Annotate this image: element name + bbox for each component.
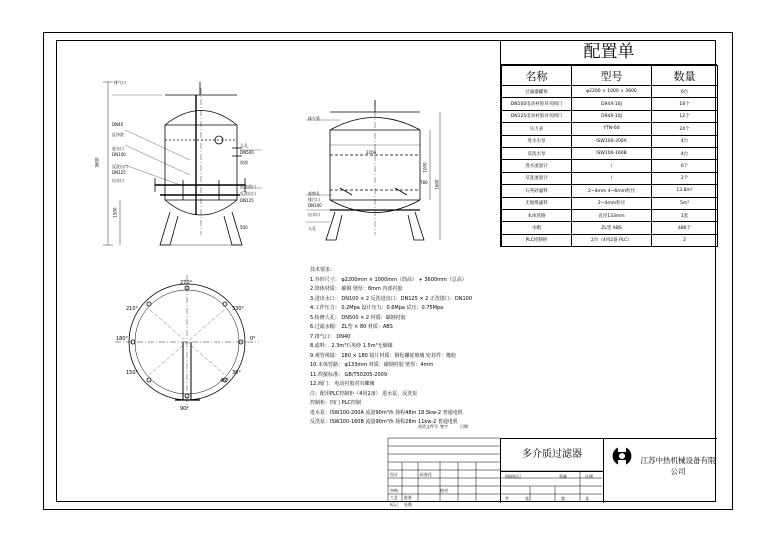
rev-label: 设计 bbox=[390, 472, 398, 477]
notes-line: 注：配用PLC控制柜（4用2备） 进水泵，反洗泵 bbox=[310, 390, 418, 397]
table-row bbox=[502, 172, 718, 184]
bom-cell: 2 bbox=[652, 234, 718, 246]
bom-header-qty: 数量 bbox=[652, 66, 718, 86]
bom-cell: D94X-10J bbox=[572, 110, 652, 122]
bom-cell: 480个 bbox=[652, 222, 718, 234]
title-block-fields bbox=[501, 472, 604, 503]
bom-cell: 4台 bbox=[652, 147, 718, 159]
dim-leg-height: 1500 bbox=[112, 207, 118, 218]
bom-cell: ISW100-200A bbox=[572, 135, 652, 147]
bom-cell: 1套 bbox=[652, 209, 718, 221]
bom-cell: ISW100-160B bbox=[572, 147, 652, 159]
notes-line: 2.筒体材质： 碳钢 壁厚：8mm 内部衬胶 bbox=[310, 286, 403, 292]
label-outlet: 出水口 bbox=[112, 178, 124, 183]
angle-90: 90° bbox=[180, 406, 189, 412]
rev-label: 标记 bbox=[390, 502, 398, 507]
label-backwash: 反冲洗 bbox=[112, 132, 124, 137]
label-inlet-size: DN100 bbox=[112, 152, 126, 157]
tb-label: 重量 bbox=[559, 474, 567, 479]
rev-label: 标准化 bbox=[420, 472, 432, 477]
tb-label: 第 bbox=[561, 496, 565, 501]
table-row bbox=[502, 98, 718, 110]
bom-header-name: 名称 bbox=[502, 66, 572, 86]
notes-line: 12.阀门： 电动衬胶对夹蝶阀 bbox=[310, 381, 375, 387]
bom-cell: YTN-60 bbox=[572, 123, 652, 135]
table-row bbox=[502, 222, 718, 234]
bom-cell: 4台 bbox=[652, 135, 718, 147]
plan-view bbox=[115, 275, 259, 410]
drawing-name: 多介质过滤器 bbox=[501, 439, 604, 472]
notes-line: 控制柜：四门 PLC控制 bbox=[310, 400, 361, 406]
notes-line: 1.外形尺寸： φ2200mm × 1000mm（筒高） + 3600mm（总高） bbox=[310, 276, 467, 283]
label-vent: 排气口 bbox=[114, 80, 126, 85]
company-block bbox=[604, 439, 717, 503]
dim-side-780: 780 bbox=[420, 180, 428, 185]
angle-45: 45° bbox=[220, 378, 229, 384]
table-row bbox=[502, 185, 718, 197]
rev-label: 签字 bbox=[440, 424, 448, 429]
notes-line: 4.工作压力： 0.2Mpa 设计压力：0.6Mpa 试压：0.75Mpa bbox=[310, 305, 444, 311]
table-row bbox=[502, 86, 718, 98]
notes-line: 反洗泵：ISW100-160B 流量90m³/h 扬程28m 11kw-2 普通电机 bbox=[310, 419, 458, 425]
company-name: 江苏中热机械设备有限公司 bbox=[640, 456, 716, 476]
label-side-outlet: 出水口 bbox=[308, 212, 320, 217]
bom-cell: 进水水泵 bbox=[502, 135, 572, 147]
bom-cell: DN100电动衬胶对夹阀门 bbox=[502, 98, 572, 110]
rev-label: 更改文件号 bbox=[418, 424, 438, 429]
angle-210: 210° bbox=[126, 306, 139, 312]
bom-cell: 反洗水泵 bbox=[502, 147, 572, 159]
rev-label: 处数 bbox=[404, 502, 412, 507]
bom-cell: 2~4mm粒径 bbox=[572, 197, 652, 209]
table-row bbox=[502, 234, 718, 246]
rev-label: 校对 bbox=[440, 488, 448, 493]
notes-line: 5.检修人孔： DN500 × 2 材质：碳钢衬胶 bbox=[310, 314, 406, 321]
notes-line: 进水泵：ISW100-200A 流量90m³/h 扬程48m 18.5kw-2 普通电机 bbox=[310, 409, 463, 416]
rev-label: 审核 bbox=[390, 488, 398, 493]
tb-label: 张 bbox=[525, 496, 529, 501]
bom-cell: 13.8m³ bbox=[652, 185, 718, 197]
table-row bbox=[502, 197, 718, 209]
bom-cell: DN125电动衬胶对夹阀门 bbox=[502, 110, 572, 122]
rev-label: 批准 bbox=[404, 495, 412, 500]
bom-cell: 2台（4用2备 PLC） bbox=[572, 234, 652, 246]
bom-cell: / bbox=[572, 160, 652, 172]
technical-requirements bbox=[310, 266, 510, 428]
revision-block bbox=[388, 424, 500, 507]
bom-cell: 本体管路 bbox=[502, 209, 572, 221]
table-row bbox=[502, 123, 718, 135]
bom-cell: 无烟煤滤料 bbox=[502, 197, 572, 209]
rev-label: 日期 bbox=[460, 424, 468, 429]
label-manhole-size: DN500 bbox=[240, 150, 254, 155]
notes-line: 7.排气口： DN40 bbox=[310, 333, 351, 340]
notes-line: 技术要求： bbox=[310, 267, 336, 273]
tb-label: 比例 bbox=[585, 474, 593, 479]
rev-label: 工艺 bbox=[390, 495, 398, 500]
bom-cell: 水帽 bbox=[502, 222, 572, 234]
bom-cell: ZL型 ABS bbox=[572, 222, 652, 234]
dim-total-height: 3600 bbox=[94, 157, 100, 168]
table-row bbox=[502, 147, 718, 159]
label-backwash-out-size: DN125 bbox=[112, 170, 126, 175]
notes-line: 11.焊接标准： GB/T50205-2009 bbox=[310, 371, 388, 378]
bom-cell: 24个 bbox=[652, 123, 718, 135]
dim-shell-height: 1000 bbox=[422, 162, 428, 173]
table-row bbox=[502, 110, 718, 122]
label-side-sight: 观察孔 bbox=[308, 191, 320, 196]
angle-270: 270° bbox=[180, 280, 193, 286]
tb-label: 张 bbox=[585, 496, 589, 501]
label-backwash-exit: 反洗出口 bbox=[240, 191, 256, 196]
bom-cell: 18个 bbox=[652, 98, 718, 110]
bom-table-panel bbox=[500, 40, 717, 247]
bom-cell: 6台 bbox=[652, 86, 718, 98]
label-manhole: 人孔 bbox=[240, 143, 248, 148]
bom-header-row bbox=[502, 66, 718, 86]
bom-header-model: 型号 bbox=[572, 66, 652, 86]
bom-table bbox=[501, 65, 718, 247]
label-side-drain: 排污口 bbox=[308, 197, 320, 202]
bom-cell: / bbox=[572, 172, 652, 184]
label-side-vent: 排气管 bbox=[308, 116, 320, 121]
notes-line: 10.本体管路： φ133mm 材质：碳钢衬胶 壁厚：4mm bbox=[310, 362, 434, 368]
label-inlet: 进水口 bbox=[112, 146, 124, 151]
label-backwash-exit-size: DN125 bbox=[240, 198, 254, 203]
side-elevation-view bbox=[306, 100, 440, 240]
label-backwash-in: 反洗进口 bbox=[240, 184, 256, 189]
bom-cell: 2~4mm 4~6mm粒径 bbox=[572, 185, 652, 197]
bom-cell: 石英砂滤料 bbox=[502, 185, 572, 197]
label-sight-glass: 视镜 bbox=[240, 160, 248, 165]
dim-diameter: 2200 bbox=[366, 150, 377, 155]
angle-150: 150° bbox=[126, 370, 139, 376]
table-row bbox=[502, 135, 718, 147]
dim-side-1600: 1600 bbox=[434, 179, 440, 190]
bom-cell: PLC控制柜 bbox=[502, 234, 572, 246]
angle-330: 330° bbox=[232, 306, 245, 312]
tb-label: 共 bbox=[505, 496, 509, 501]
label-side-drain-size: DN100 bbox=[308, 203, 322, 208]
notes-line: 8.滤料： 2.3m³石英砂 1.5m³无烟煤 bbox=[310, 343, 393, 349]
notes-line: 9.观管视镜： 180 × 180 镜片材质：钢化硼硅玻璃 密封件：橡胶 bbox=[310, 352, 456, 359]
table-row bbox=[502, 160, 718, 172]
bom-cell: 直径133mm bbox=[572, 209, 652, 221]
bom-cell: 压力表 bbox=[502, 123, 572, 135]
tb-label: 图样标记 bbox=[505, 474, 521, 479]
label-side-manhole: 人孔 bbox=[308, 226, 316, 231]
label-vent-size: DN40 bbox=[112, 122, 124, 127]
bom-cell: 5m³ bbox=[652, 197, 718, 209]
dim-500: 500 bbox=[240, 225, 248, 230]
angle-30: 30° bbox=[232, 370, 241, 376]
angle-180: 180° bbox=[116, 336, 129, 342]
bom-cell: 进水流量计 bbox=[502, 160, 572, 172]
bom-cell: 过滤器罐体 bbox=[502, 86, 572, 98]
bom-cell: 反洗流量计 bbox=[502, 172, 572, 184]
bom-cell: D94X-10J bbox=[572, 98, 652, 110]
label-backwash-out: 反洗出口 bbox=[112, 164, 128, 169]
notes-line: 3.进出水口： DN100 × 2 反洗进出口：DN125 × 2 正洗排口：DN100 bbox=[310, 295, 473, 302]
bom-cell: φ2200 × 1000 × 3600 bbox=[572, 86, 652, 98]
angle-0: 0° bbox=[250, 336, 256, 342]
bom-cell: 12个 bbox=[652, 110, 718, 122]
bom-title: 配置单 bbox=[501, 40, 717, 65]
bom-cell: 2个 bbox=[652, 172, 718, 184]
notes-line: 6.过滤水帽： ZL型 × 80 材质：ABS bbox=[310, 324, 393, 330]
table-row bbox=[502, 209, 718, 221]
title-block bbox=[500, 438, 717, 503]
bom-cell: 6个 bbox=[652, 160, 718, 172]
